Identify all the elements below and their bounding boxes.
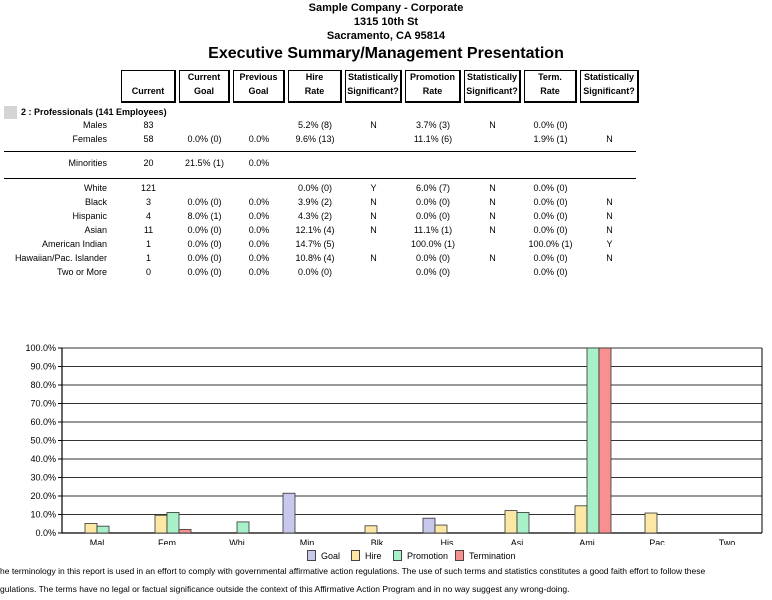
bar-hire: [155, 515, 167, 533]
table-cell: 0.0% (0): [415, 253, 450, 263]
table-cell: 0.0% (0): [533, 211, 568, 221]
column-header-text: Rate: [422, 86, 443, 96]
table-row: [0, 267, 772, 280]
table-row: [0, 197, 772, 210]
table-row: [0, 158, 772, 171]
table-row: [0, 183, 772, 196]
column-header: [233, 70, 285, 103]
table-cell: 3.7% (3): [415, 120, 450, 130]
column-header-text: Term.: [538, 72, 562, 82]
table-cell: 0.0% (0): [533, 253, 568, 263]
table-cell: N: [489, 253, 496, 263]
table-row: [0, 225, 772, 238]
x-tick-label: Asi: [510, 538, 524, 545]
row-label: Males: [82, 120, 107, 130]
legend-swatch: [393, 550, 402, 561]
legend-item: [455, 550, 516, 561]
table-cell: N: [606, 253, 613, 263]
y-tick-label: 70.0%: [30, 398, 56, 409]
column-header-text: Significant?: [583, 86, 635, 96]
bar-promotion: [517, 512, 529, 533]
table-row: [0, 134, 772, 147]
table-cell: 121: [140, 183, 157, 193]
table-cell: N: [489, 197, 496, 207]
table-cell: N: [370, 211, 377, 221]
table-cell: 1: [145, 239, 151, 249]
table-cell: N: [370, 197, 377, 207]
table-cell: 21.5% (1): [184, 158, 225, 168]
table-cell: 0.0% (0): [533, 267, 568, 277]
bar-hire: [645, 513, 657, 533]
column-header-text: Current: [131, 86, 165, 96]
bar-promotion: [97, 526, 109, 533]
bar-hire: [435, 525, 447, 533]
table-cell: 0.0% (0): [187, 267, 222, 277]
table-cell: 0.0% (0): [187, 134, 222, 144]
table-cell: 0.0% (0): [297, 267, 332, 277]
table-cell: 0.0%: [248, 197, 270, 207]
table-row: [0, 239, 772, 252]
column-header-text: Rate: [540, 86, 560, 96]
table-cell: 0.0% (0): [187, 253, 222, 263]
table-cell: 12.1% (4): [295, 225, 335, 235]
legend-label: Goal: [321, 550, 341, 561]
x-tick-label: Fem: [158, 538, 176, 545]
table-cell: N: [489, 120, 496, 130]
x-tick-label: Pac: [649, 538, 665, 545]
bar-promotion: [167, 512, 179, 533]
column-header-text: Significant?: [466, 86, 518, 96]
y-tick-label: 30.0%: [30, 472, 56, 483]
table-cell: 0.0%: [248, 225, 270, 235]
column-header: [121, 70, 176, 103]
table-cell: 3.9% (2): [297, 197, 332, 207]
table-cell: N: [370, 120, 377, 130]
bar-hire: [85, 523, 97, 533]
bar-hire: [575, 506, 587, 533]
table-cell: N: [606, 211, 613, 221]
table-cell: 5.2% (8): [297, 120, 332, 130]
table-cell: 0.0% (0): [533, 225, 568, 235]
y-tick-label: 80.0%: [30, 380, 56, 390]
y-tick-label: 50.0%: [30, 435, 56, 446]
table-cell: N: [370, 225, 377, 235]
table-cell: 14.7% (5): [295, 239, 335, 249]
legend-label: Hire: [365, 550, 382, 561]
legend-swatch: [307, 550, 316, 561]
table-cell: 0.0%: [248, 158, 270, 168]
table-cell: N: [606, 197, 613, 207]
table-cell: 100.0% (1): [410, 239, 456, 249]
x-tick-label: Ami: [579, 538, 595, 545]
row-label: White: [83, 183, 107, 193]
table-cell: 0.0% (0): [187, 239, 222, 249]
table-cell: 10.8% (4): [295, 253, 335, 263]
column-header: [345, 70, 402, 103]
bar-hire: [505, 511, 517, 533]
legend-label: Termination: [469, 550, 516, 561]
table-cell: 100.0% (1): [528, 239, 573, 249]
table-cell: 6.0% (7): [415, 183, 450, 193]
column-header: [405, 70, 461, 103]
column-header: [580, 70, 639, 103]
column-header: [179, 70, 230, 103]
x-tick-label: Mal: [89, 538, 105, 545]
row-label: Minorities: [68, 158, 107, 168]
table-cell: N: [489, 225, 496, 235]
table-cell: 11.1% (6): [413, 134, 453, 144]
table-cell: N: [489, 183, 496, 193]
table-cell: 0.0% (0): [533, 183, 568, 193]
x-tick-label: His: [440, 538, 454, 545]
column-header-text: Previous: [239, 72, 278, 82]
table-cell: 1.9% (1): [533, 134, 568, 144]
column-header-text: Statistically: [466, 72, 518, 82]
bar-termination: [179, 529, 191, 533]
column-header: [464, 70, 521, 103]
bar-chart: [0, 340, 772, 545]
bar-goal: [283, 493, 295, 533]
bar-promotion: [237, 522, 249, 533]
bar-goal: [423, 518, 435, 533]
table-cell: 0.0% (0): [187, 225, 222, 235]
table-cell: 0.0% (0): [533, 197, 568, 207]
table-cell: 0.0% (0): [297, 183, 332, 193]
row-label: Two or More: [56, 267, 107, 277]
x-tick-label: Two: [718, 538, 736, 545]
table-cell: 0.0% (0): [533, 120, 568, 130]
divider-line: [4, 151, 636, 152]
y-tick-label: 20.0%: [30, 491, 56, 501]
table-cell: Y: [606, 239, 613, 249]
table-cell: 0.0%: [248, 239, 270, 249]
y-tick-label: 90.0%: [30, 361, 56, 372]
table-cell: 0.0%: [248, 134, 270, 144]
column-header-text: Statistically: [583, 72, 635, 82]
row-label: Black: [84, 197, 107, 207]
table-cell: 83: [143, 120, 154, 130]
legend-item: [393, 550, 448, 561]
row-label: Hawaiian/Pac. Islander: [14, 253, 107, 263]
column-header-text: Current: [187, 72, 221, 82]
table-cell: 0.0%: [248, 267, 270, 277]
table-cell: 11.1% (1): [413, 225, 453, 235]
column-header-text: Statistically: [347, 72, 399, 82]
y-tick-label: 100.0%: [25, 343, 56, 353]
column-header-text: Goal: [248, 86, 269, 96]
table-row: [0, 120, 772, 133]
table-cell: 1: [145, 253, 151, 263]
section-title: 2 : Professionals (141 Employees): [21, 107, 167, 117]
report-title: Executive Summary/Management Presentation: [208, 45, 564, 62]
divider-line: [4, 178, 636, 179]
legend-item: [351, 550, 382, 561]
row-label: Asian: [84, 225, 107, 235]
column-header-text: Promotion: [410, 72, 455, 82]
column-header: [524, 70, 577, 103]
row-label: American Indian: [41, 239, 107, 249]
x-tick-label: Min: [299, 538, 315, 545]
table-cell: 0.0%: [248, 253, 270, 263]
company-city: Sacramento, CA 95814: [326, 30, 446, 42]
legend-label: Promotion: [407, 550, 449, 561]
column-header-text: Hire: [305, 72, 324, 82]
table-cell: 3: [145, 197, 151, 207]
row-label: Hispanic: [72, 211, 107, 221]
table-cell: N: [489, 211, 496, 221]
table-cell: Y: [370, 183, 377, 193]
table-cell: N: [606, 225, 613, 235]
legend-swatch: [455, 550, 464, 561]
table-cell: N: [606, 134, 613, 144]
row-label: Females: [72, 134, 107, 144]
company-address: 1315 10th St: [353, 16, 419, 28]
disclaimer-line-2: gulations. The terms have no legal or factual significance outside the context of this Affirmative Action Program and in no way suggest any wrong-doing.: [0, 584, 570, 594]
x-tick-label: Whi: [229, 538, 245, 545]
legend-item: [307, 550, 340, 561]
y-tick-label: 60.0%: [30, 417, 56, 427]
legend-swatch: [351, 550, 360, 561]
table-cell: 11: [143, 225, 154, 235]
table-cell: 0: [145, 267, 151, 277]
table-cell: 8.0% (1): [187, 211, 222, 221]
table-cell: N: [370, 253, 377, 263]
section-marker: [4, 106, 17, 119]
y-tick-label: 10.0%: [30, 509, 56, 520]
bar-termination: [599, 348, 611, 533]
table-cell: 0.0% (0): [187, 197, 222, 207]
disclaimer-line-1: he terminology in this report is used in an effort to comply with governmental affirmative action regulations. The use of such terms and statistics constitutes a good faith effort to follow these: [0, 566, 706, 576]
table-cell: 9.6% (13): [295, 134, 335, 144]
column-header-text: Rate: [304, 86, 325, 96]
bar-promotion: [587, 348, 599, 533]
table-cell: 58: [143, 134, 154, 144]
table-cell: 0.0% (0): [415, 197, 450, 207]
table-cell: 20: [143, 158, 154, 168]
table-cell: 0.0% (0): [415, 211, 450, 221]
table-cell: 0.0% (0): [415, 267, 450, 277]
y-tick-label: 40.0%: [30, 454, 56, 464]
table-row: [0, 211, 772, 224]
y-tick-label: 0.0%: [35, 528, 56, 538]
table-cell: 0.0%: [248, 211, 270, 221]
table-cell: 4: [145, 211, 151, 221]
table-row: [0, 253, 772, 266]
table-cell: 4.3% (2): [297, 211, 332, 221]
column-header-text: Significant?: [347, 86, 399, 96]
company-name: Sample Company - Corporate: [308, 2, 464, 14]
column-header-text: Goal: [193, 86, 214, 96]
bar-hire: [365, 526, 377, 533]
x-tick-label: Blk: [370, 538, 384, 545]
column-header: [288, 70, 342, 103]
